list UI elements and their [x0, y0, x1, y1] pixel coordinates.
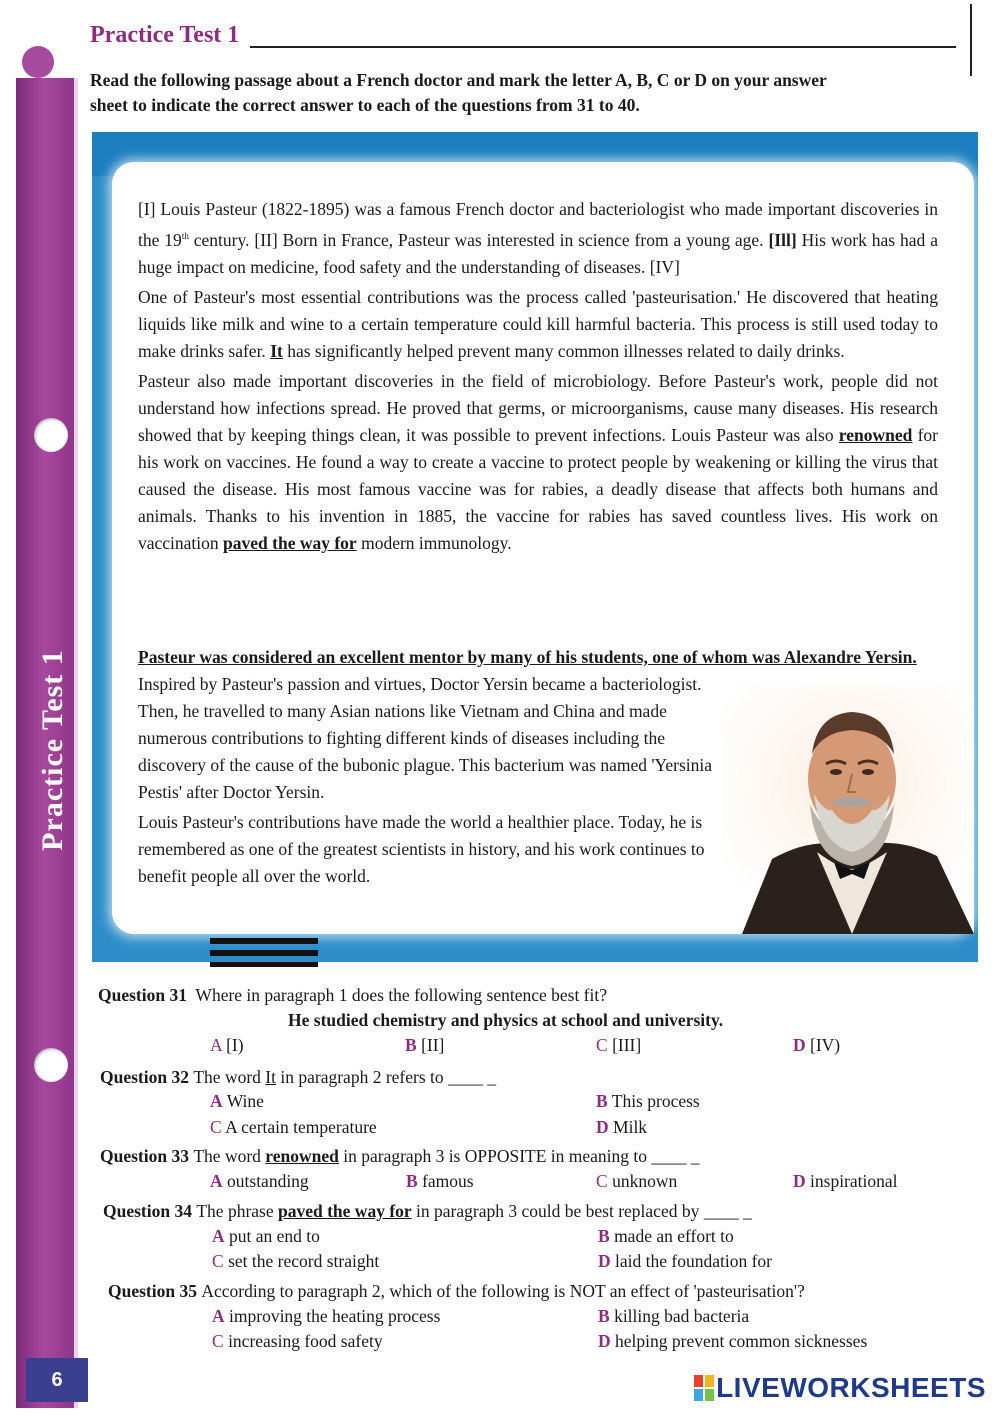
- paragraph-4-continued: Inspired by Pasteur's passion and virtues, Doctor Yersin became a bacteriologist. Then, he travelled to many Asian nations like Vietnam and China and made numerous contributions to fighting different kinds of diseases including the discovery of the cause of the bubonic plague. This bacterium was named 'Yersinia Pestis' after Doctor Yersin. Louis Pasteur's contributions have made the world a healthier place. Today, he is remembered as one of the greatest scientists in history, and his work continues to benefit people all over the world.: [138, 671, 714, 893]
- question-31-sentence: He studied chemistry and physics at school and university.: [288, 1010, 724, 1030]
- binder-hole: [34, 1048, 68, 1082]
- q33-option-d[interactable]: D inspirational: [793, 1171, 898, 1191]
- underlined-sentence: Pasteur was considered an excellent mentor by many of his students, one of whom was Alexandre Yersin.: [138, 647, 917, 667]
- q31-option-c[interactable]: C [III]: [596, 1035, 642, 1055]
- q33-option-b[interactable]: B famous: [406, 1171, 474, 1191]
- question-31: Question 31 Where in paragraph 1 does the following sentence best fit?: [98, 985, 608, 1005]
- paragraph-4: [138, 644, 938, 671]
- q31-option-a[interactable]: A [I): [210, 1035, 244, 1055]
- paragraph-1: [I] Louis Pasteur (1822-1895) was a famous French doctor and bacteriologist who made important discoveries in the 19th century. [II] Born in France, Pasteur was interested in science from a young age. [Ill] His work has had a huge impact on medicine, food safety and the understanding of diseases. [IV]: [138, 199, 938, 277]
- q31-option-b[interactable]: B [II]: [405, 1035, 445, 1055]
- q35-option-b[interactable]: B killing bad bacteria: [598, 1306, 750, 1326]
- q35-option-a[interactable]: A improving the heating process: [212, 1306, 441, 1326]
- q35-option-c[interactable]: C increasing food safety: [212, 1331, 383, 1351]
- q33-option-a[interactable]: A outstanding: [210, 1171, 309, 1191]
- paragraph-2: One of Pasteur's most essential contributions was the process called 'pasteurisation.' He discovered that heating liquids like milk and wine to a certain temperature could kill harmful bacteria. This process is still used today to make drinks safer. It has significantly helped prevent many common illnesses related to daily drinks.: [138, 286, 938, 361]
- page-title: Practice Test 1: [90, 22, 240, 48]
- paragraph-4-block: [138, 644, 938, 674]
- pasteur-portrait: [722, 684, 974, 934]
- ribbon-dot: [22, 46, 54, 78]
- liveworksheets-icon: [694, 1375, 714, 1401]
- paragraph-3: Pasteur also made important discoveries in the field of microbiology. Before Pasteur's work, people did not understand how infections spread. He proved that germs, or microorganisms, cause many diseases. His research showed that by keeping things clean, it was possible to prevent infections. Louis Pasteur was also renowned for his work on vaccines. He found a way to create a vaccine to protect people by weakening or killing the virus that caused the disease. His most famous vaccine was for rabies, a deadly disease that affects both humans and animals. Thanks to his invention in 1885, the vaccine for rabies has saved countless lives. His work on vaccination paved the way for modern immunology.: [138, 370, 939, 553]
- q32-option-a[interactable]: A Wine: [210, 1091, 264, 1111]
- question-34: Question 34 The phrase paved the way for in paragraph 3 could be best replaced by ____ _: [103, 1201, 752, 1221]
- q32-option-c[interactable]: C A certain temperature: [210, 1117, 377, 1137]
- side-title: Practice Test 1: [36, 649, 69, 851]
- title-rule: [250, 46, 956, 48]
- q34-option-d[interactable]: D laid the foundation for: [598, 1251, 772, 1271]
- q34-option-c[interactable]: C set the record straight: [212, 1251, 380, 1271]
- keyword-paved-the-way-for: paved the way for: [223, 532, 357, 553]
- q32-option-d[interactable]: D Milk: [596, 1117, 648, 1137]
- decorative-stripes: [210, 938, 318, 968]
- q34-option-a[interactable]: A put an end to: [212, 1226, 320, 1246]
- instructions: Read the following passage about a French doctor and mark the letter A, B, C or D on your answer sheet to indicate the correct answer to each of the questions from 31 to 40.: [90, 70, 827, 115]
- reading-passage: [138, 196, 938, 560]
- question-35: Question 35 According to paragraph 2, which of the following is NOT an effect of 'pasteurisation'?: [108, 1281, 805, 1301]
- q33-option-c[interactable]: C unknown: [596, 1171, 678, 1191]
- binder-hole: [34, 418, 68, 452]
- page-number: 6: [26, 1358, 88, 1402]
- q32-option-b[interactable]: B This process: [596, 1091, 700, 1111]
- keyword-it: It: [270, 340, 283, 361]
- divider: [970, 4, 972, 76]
- keyword-renowned: renowned: [838, 424, 913, 445]
- paragraph-5: Louis Pasteur's contributions have made the world a healthier place. Today, he is remembered as one of the greatest scientists in history, and his work continues to benefit people all over the world.: [138, 812, 705, 886]
- q35-option-d[interactable]: D helping prevent common sicknesses: [598, 1331, 868, 1351]
- q34-option-b[interactable]: B made an effort to: [598, 1226, 734, 1246]
- question-33: Question 33 The word renowned in paragraph 3 is OPPOSITE in meaning to ____ _: [100, 1146, 700, 1166]
- question-32: Question 32 The word It in paragraph 2 refers to ____ _: [100, 1067, 497, 1087]
- liveworksheets-logo: LIVEWORKSHEETS: [694, 1372, 986, 1404]
- q31-option-d[interactable]: D [IV): [793, 1035, 841, 1055]
